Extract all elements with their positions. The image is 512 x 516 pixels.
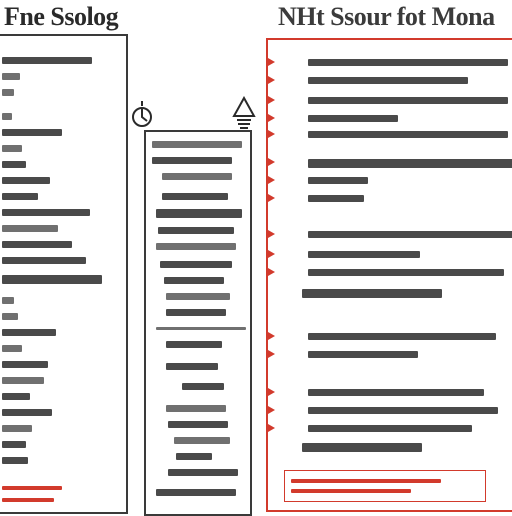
list-item	[0, 358, 126, 370]
list-item	[0, 158, 126, 170]
list-item	[268, 330, 512, 342]
list-item	[146, 434, 250, 446]
list-item	[268, 404, 512, 416]
list-item	[0, 238, 126, 250]
list-item	[0, 272, 126, 284]
list-item	[0, 494, 126, 506]
list-item	[268, 422, 512, 434]
list-item	[146, 360, 250, 372]
list-item	[0, 374, 126, 386]
list-item	[0, 110, 126, 122]
list-item	[146, 418, 250, 430]
list-item	[0, 406, 126, 418]
list-item	[0, 142, 126, 154]
list-item	[268, 386, 512, 398]
right-title: NHt Ssour fot Mona	[278, 2, 495, 31]
list-item	[0, 54, 126, 66]
left-title: Fne Ssolog	[4, 2, 119, 31]
list-item	[146, 380, 250, 392]
list-item	[146, 402, 250, 414]
list-item	[268, 56, 512, 68]
list-item	[0, 326, 126, 338]
list-item	[268, 74, 512, 86]
list-item	[268, 440, 512, 452]
list-item	[268, 286, 512, 298]
list-item	[0, 222, 126, 234]
list-item	[268, 228, 512, 240]
list-item	[146, 190, 250, 202]
list-item	[146, 290, 250, 302]
clock-icon	[130, 100, 154, 130]
list-item	[0, 70, 126, 82]
list-item	[0, 190, 126, 202]
footer-box	[284, 470, 486, 502]
list-item	[146, 206, 250, 218]
list-item	[0, 126, 126, 138]
list-item	[146, 486, 250, 498]
list-item	[0, 206, 126, 218]
list-item	[268, 248, 512, 260]
list-item	[146, 154, 250, 166]
list-item	[0, 438, 126, 450]
left-panel	[0, 34, 128, 514]
list-item	[0, 294, 126, 306]
list-item	[146, 338, 250, 350]
list-item	[146, 274, 250, 286]
list-item	[268, 192, 512, 204]
list-item	[268, 128, 512, 140]
list-item	[268, 348, 512, 360]
list-item	[268, 112, 512, 124]
list-item	[268, 94, 512, 106]
list-item	[268, 174, 512, 186]
list-item	[146, 450, 250, 462]
warning-icon	[232, 96, 256, 130]
list-item	[0, 390, 126, 402]
list-item	[0, 254, 126, 266]
list-item	[146, 224, 250, 236]
list-item	[146, 258, 250, 270]
middle-panel	[144, 130, 252, 516]
list-item	[0, 422, 126, 434]
list-item	[146, 240, 250, 252]
list-item	[268, 266, 512, 278]
list-item	[0, 482, 126, 494]
right-panel	[266, 38, 512, 512]
list-item	[0, 310, 126, 322]
list-item	[146, 466, 250, 478]
list-item	[0, 174, 126, 186]
list-item	[268, 156, 512, 168]
list-item	[0, 454, 126, 466]
list-item	[0, 86, 126, 98]
list-item	[0, 342, 126, 354]
list-item	[146, 306, 250, 318]
list-item	[146, 138, 250, 150]
list-item	[146, 170, 250, 182]
list-item	[146, 322, 250, 334]
